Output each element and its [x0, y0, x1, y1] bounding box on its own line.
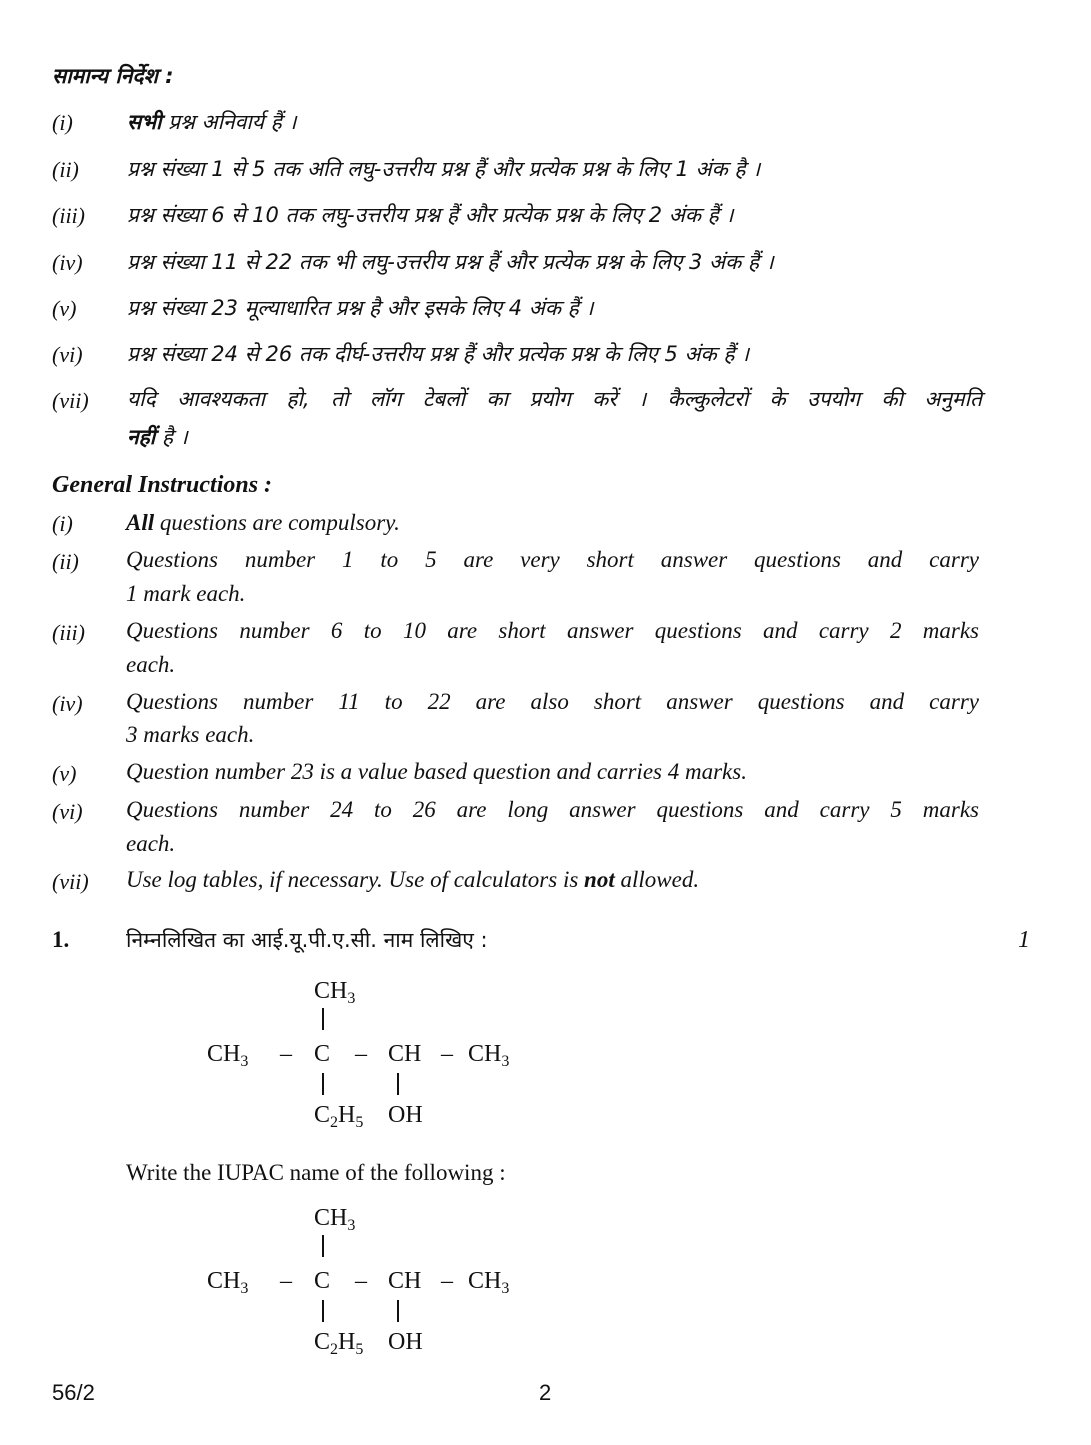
- english-item-3-line1: Questions number 6 to 10 are short answer questions and carry 2 marks: [126, 618, 979, 643]
- struct-center-c: C: [314, 1041, 331, 1067]
- hindi-item-num: (vii): [52, 388, 89, 413]
- hindi-item-num: (v): [52, 296, 77, 321]
- english-item-6-line2: each.: [126, 831, 176, 856]
- bond-dash: –: [355, 1041, 367, 1067]
- hindi-item-num: (iii): [52, 203, 85, 228]
- hindi-item-6: प्रश्न संख्या 24 से 26 तक दीर्घ-उत्तरीय प्रश्न हैं और प्रत्येक प्रश्न के लिए 5 अंक हैं ।: [127, 342, 750, 366]
- english-item-5: Question number 23 is a value based question and carries 4 marks.: [126, 759, 747, 784]
- bond-dash: –: [441, 1041, 453, 1067]
- english-item-num: (vi): [52, 799, 83, 824]
- struct-center-c: C: [314, 1268, 331, 1294]
- english-item-num: (iii): [52, 620, 85, 645]
- english-item-6-line1: Questions number 24 to 26 are long answer questions and carry 5 marks: [126, 797, 979, 822]
- hindi-item-num: (vi): [52, 342, 83, 367]
- struct-c2h5: $C_2H_5$: [314, 1329, 364, 1358]
- hindi-item-4: प्रश्न संख्या 11 से 22 तक भी लघु-उत्तरीय प्रश्न हैं और प्रत्येक प्रश्न के लिए 3 अंक हैं ।: [127, 250, 774, 274]
- struct-c2h5: $C_2H_5$: [314, 1102, 364, 1131]
- english-item-4-line1: Questions number 11 to 22 are also short answer questions and carry: [126, 689, 979, 714]
- english-item-2-line2: 1 mark each.: [126, 581, 246, 606]
- bond-vertical: [322, 1073, 324, 1095]
- hindi-item-7-line1: यदि आवश्यकता हो, तो लॉग टेबलों का प्रयोग करें । कैल्कुलेटरों के उपयोग की अनुमति: [127, 387, 982, 411]
- struct-left-ch3: $CH_3$: [207, 1268, 249, 1297]
- english-item-2-line1: Questions number 1 to 5 are very short answer questions and carry: [126, 547, 979, 572]
- english-item-7: Use log tables, if necessary. Use of calculators is not allowed.: [126, 867, 700, 892]
- english-instructions-heading: General Instructions :: [52, 472, 273, 498]
- question-marks: 1: [1018, 927, 1030, 953]
- bond-vertical: [397, 1073, 399, 1095]
- question-english-text: Write the IUPAC name of the following :: [126, 1160, 506, 1185]
- hindi-item-num: (i): [52, 110, 73, 135]
- english-item-4-line2: 3 marks each.: [126, 722, 255, 747]
- english-item-num: (i): [52, 511, 73, 536]
- bond-dash: –: [355, 1268, 367, 1294]
- english-item-1: All questions are compulsory.: [126, 510, 400, 535]
- bond-vertical: [322, 1300, 324, 1322]
- bond-dash: –: [441, 1268, 453, 1294]
- bond-dash: –: [280, 1268, 292, 1294]
- hindi-item-7-line2: नहीं है ।: [127, 425, 188, 449]
- page-number: 2: [539, 1380, 552, 1405]
- hindi-item-num: (iv): [52, 250, 83, 275]
- bond-vertical: [322, 1235, 324, 1257]
- struct-top-ch3: $CH_3$: [314, 978, 356, 1007]
- hindi-item-1: सभी प्रश्न अनिवार्य हैं ।: [127, 110, 297, 134]
- struct-oh: OH: [388, 1329, 423, 1355]
- struct-right-ch3: $CH_3$: [468, 1268, 510, 1297]
- hindi-item-num: (ii): [52, 157, 79, 182]
- english-item-num: (v): [52, 761, 77, 786]
- struct-ch: CH: [388, 1268, 422, 1294]
- bond-vertical: [322, 1008, 324, 1030]
- struct-top-ch3: $CH_3$: [314, 1205, 356, 1234]
- hindi-item-3: प्रश्न संख्या 6 से 10 तक लघु-उत्तरीय प्रश्न हैं और प्रत्येक प्रश्न के लिए 2 अंक हैं ।: [127, 203, 734, 227]
- struct-ch: CH: [388, 1041, 422, 1067]
- bond-vertical: [397, 1300, 399, 1322]
- hindi-item-5: प्रश्न संख्या 23 मूल्याधारित प्रश्न है और इसके लिए 4 अंक हैं ।: [127, 296, 594, 320]
- english-item-3-line2: each.: [126, 652, 176, 677]
- english-item-num: (ii): [52, 549, 79, 574]
- hindi-item-2: प्रश्न संख्या 1 से 5 तक अति लघु-उत्तरीय प्रश्न हैं और प्रत्येक प्रश्न के लिए 1 अंक है ।: [127, 157, 761, 181]
- english-item-num: (iv): [52, 691, 83, 716]
- paper-code: 56/2: [52, 1380, 95, 1405]
- hindi-instructions-heading: सामान्य निर्देश :: [52, 64, 174, 88]
- struct-left-ch3: $CH_3$: [207, 1041, 249, 1070]
- question-number: 1.: [52, 927, 70, 952]
- english-item-num: (vii): [52, 869, 89, 894]
- bond-dash: –: [280, 1041, 292, 1067]
- question-hindi-text: निम्नलिखित का आई.यू.पी.ए.सी. नाम लिखिए :: [126, 928, 488, 952]
- struct-oh: OH: [388, 1102, 423, 1128]
- struct-right-ch3: $CH_3$: [468, 1041, 510, 1070]
